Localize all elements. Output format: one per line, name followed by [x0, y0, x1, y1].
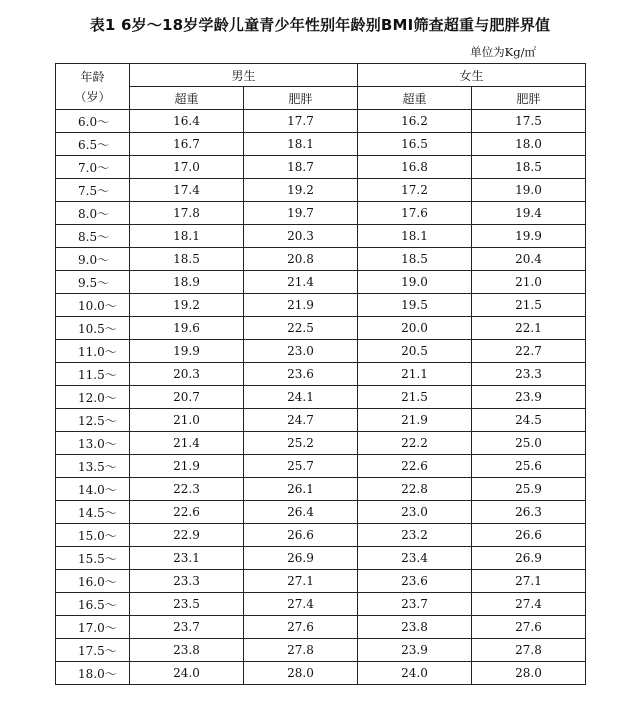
female-obese-cell: 26.3	[472, 501, 586, 524]
female-overweight-cell: 24.0	[358, 662, 472, 685]
male-obese-cell: 19.7	[244, 202, 358, 225]
male-obese-cell: 21.9	[244, 294, 358, 317]
female-overweight-cell: 16.5	[358, 133, 472, 156]
age-cell: 14.5～	[56, 501, 130, 524]
female-obese-cell: 23.3	[472, 363, 586, 386]
male-overweight-cell: 23.3	[130, 570, 244, 593]
table-row	[56, 501, 586, 524]
age-header-line1: 年龄	[80, 69, 105, 84]
female-obese-cell: 25.0	[472, 432, 586, 455]
male-overweight-cell: 23.8	[130, 639, 244, 662]
age-cell: 11.5～	[56, 363, 130, 386]
female-overweight-header: 超重	[358, 87, 472, 110]
female-obese-cell: 27.6	[472, 616, 586, 639]
female-obese-cell: 18.0	[472, 133, 586, 156]
female-overweight-cell: 22.2	[358, 432, 472, 455]
table-row	[56, 455, 586, 478]
male-obese-header: 肥胖	[244, 87, 358, 110]
male-obese-cell: 25.7	[244, 455, 358, 478]
female-obese-header: 肥胖	[472, 87, 586, 110]
table-row	[56, 156, 586, 179]
table-row	[56, 432, 586, 455]
female-obese-cell: 23.9	[472, 386, 586, 409]
female-obese-cell: 19.9	[472, 225, 586, 248]
female-overweight-cell: 23.0	[358, 501, 472, 524]
header-row-group	[56, 64, 586, 87]
male-overweight-cell: 24.0	[130, 662, 244, 685]
male-overweight-cell: 17.8	[130, 202, 244, 225]
female-obese-cell: 22.1	[472, 317, 586, 340]
age-cell: 15.5～	[56, 547, 130, 570]
male-obese-cell: 25.2	[244, 432, 358, 455]
age-cell: 13.0～	[56, 432, 130, 455]
male-overweight-cell: 16.4	[130, 110, 244, 133]
female-obese-cell: 27.8	[472, 639, 586, 662]
male-obese-cell: 18.1	[244, 133, 358, 156]
male-obese-cell: 19.2	[244, 179, 358, 202]
age-cell: 12.0～	[56, 386, 130, 409]
male-overweight-cell: 19.9	[130, 340, 244, 363]
age-cell: 17.0～	[56, 616, 130, 639]
table-row	[56, 317, 586, 340]
male-obese-cell: 23.6	[244, 363, 358, 386]
table-row	[56, 271, 586, 294]
age-column-header	[56, 64, 130, 110]
female-overweight-cell: 23.8	[358, 616, 472, 639]
age-cell: 6.0～	[56, 110, 130, 133]
table-row	[56, 340, 586, 363]
female-obese-cell: 25.9	[472, 478, 586, 501]
table-row	[56, 478, 586, 501]
bmi-table	[55, 63, 586, 685]
male-obese-cell: 26.1	[244, 478, 358, 501]
female-obese-cell: 27.4	[472, 593, 586, 616]
age-cell: 8.0～	[56, 202, 130, 225]
table-title: 表1 6岁～18岁学龄儿童青少年性别年龄别BMI筛查超重与肥胖界值	[89, 16, 551, 34]
male-obese-cell: 27.4	[244, 593, 358, 616]
male-overweight-cell: 23.7	[130, 616, 244, 639]
male-obese-cell: 20.8	[244, 248, 358, 271]
female-obese-cell: 21.0	[472, 271, 586, 294]
male-obese-cell: 27.8	[244, 639, 358, 662]
age-cell: 7.5～	[56, 179, 130, 202]
male-overweight-header: 超重	[130, 87, 244, 110]
age-cell: 16.5～	[56, 593, 130, 616]
female-obese-cell: 22.7	[472, 340, 586, 363]
table-row	[56, 570, 586, 593]
male-obese-cell: 24.1	[244, 386, 358, 409]
table-row	[56, 294, 586, 317]
female-overweight-cell: 23.6	[358, 570, 472, 593]
male-overweight-cell: 22.6	[130, 501, 244, 524]
table-row	[56, 409, 586, 432]
table-row	[56, 662, 586, 685]
male-overweight-cell: 20.3	[130, 363, 244, 386]
male-obese-cell: 28.0	[244, 662, 358, 685]
female-overweight-cell: 21.9	[358, 409, 472, 432]
female-overweight-cell: 20.0	[358, 317, 472, 340]
table-row	[56, 386, 586, 409]
female-overweight-cell: 21.1	[358, 363, 472, 386]
male-overweight-cell: 19.2	[130, 294, 244, 317]
header-row-sub	[56, 87, 586, 110]
age-header-line2: （岁）	[74, 89, 111, 104]
female-obese-cell: 18.5	[472, 156, 586, 179]
male-obese-cell: 18.7	[244, 156, 358, 179]
age-cell: 10.0～	[56, 294, 130, 317]
male-overweight-cell: 21.4	[130, 432, 244, 455]
male-obese-cell: 17.7	[244, 110, 358, 133]
female-overweight-cell: 17.2	[358, 179, 472, 202]
table-body	[56, 110, 586, 685]
table-row	[56, 133, 586, 156]
female-overweight-cell: 19.0	[358, 271, 472, 294]
male-overweight-cell: 22.3	[130, 478, 244, 501]
female-group-header: 女生	[358, 64, 586, 87]
female-overweight-cell: 20.5	[358, 340, 472, 363]
female-obese-cell: 26.6	[472, 524, 586, 547]
female-obese-cell: 20.4	[472, 248, 586, 271]
female-overweight-cell: 23.7	[358, 593, 472, 616]
age-cell: 10.5～	[56, 317, 130, 340]
male-obese-cell: 21.4	[244, 271, 358, 294]
male-obese-cell: 26.9	[244, 547, 358, 570]
male-overweight-cell: 23.1	[130, 547, 244, 570]
male-group-header: 男生	[130, 64, 358, 87]
male-overweight-cell: 18.9	[130, 271, 244, 294]
male-overweight-cell: 21.0	[130, 409, 244, 432]
female-obese-cell: 19.4	[472, 202, 586, 225]
female-obese-cell: 21.5	[472, 294, 586, 317]
female-obese-cell: 17.5	[472, 110, 586, 133]
female-overweight-cell: 21.5	[358, 386, 472, 409]
female-overweight-cell: 22.6	[358, 455, 472, 478]
female-obese-cell: 19.0	[472, 179, 586, 202]
male-overweight-cell: 22.9	[130, 524, 244, 547]
male-overweight-cell: 19.6	[130, 317, 244, 340]
female-overweight-cell: 22.8	[358, 478, 472, 501]
female-overweight-cell: 18.1	[358, 225, 472, 248]
female-obese-cell: 28.0	[472, 662, 586, 685]
male-obese-cell: 27.6	[244, 616, 358, 639]
male-obese-cell: 27.1	[244, 570, 358, 593]
male-overweight-cell: 23.5	[130, 593, 244, 616]
female-overweight-cell: 23.9	[358, 639, 472, 662]
table-row	[56, 179, 586, 202]
male-obese-cell: 24.7	[244, 409, 358, 432]
female-obese-cell: 25.6	[472, 455, 586, 478]
table-row	[56, 363, 586, 386]
female-obese-cell: 26.9	[472, 547, 586, 570]
female-obese-cell: 27.1	[472, 570, 586, 593]
table-row	[56, 248, 586, 271]
male-obese-cell: 22.5	[244, 317, 358, 340]
table-row	[56, 547, 586, 570]
male-obese-cell: 26.4	[244, 501, 358, 524]
table-row	[56, 616, 586, 639]
age-cell: 11.0～	[56, 340, 130, 363]
age-cell: 8.5～	[56, 225, 130, 248]
age-cell: 14.0～	[56, 478, 130, 501]
age-cell: 12.5～	[56, 409, 130, 432]
male-obese-cell: 20.3	[244, 225, 358, 248]
table-row	[56, 524, 586, 547]
table-row	[56, 225, 586, 248]
male-overweight-cell: 18.5	[130, 248, 244, 271]
male-overweight-cell: 20.7	[130, 386, 244, 409]
male-obese-cell: 26.6	[244, 524, 358, 547]
table-row	[56, 593, 586, 616]
female-overweight-cell: 16.8	[358, 156, 472, 179]
table-row	[56, 202, 586, 225]
unit-label: 单位为Kg/㎡	[470, 45, 536, 59]
table-row	[56, 639, 586, 662]
age-cell: 16.0～	[56, 570, 130, 593]
female-overweight-cell: 17.6	[358, 202, 472, 225]
male-overweight-cell: 17.0	[130, 156, 244, 179]
age-cell: 17.5～	[56, 639, 130, 662]
male-overweight-cell: 16.7	[130, 133, 244, 156]
male-overweight-cell: 21.9	[130, 455, 244, 478]
age-cell: 13.5～	[56, 455, 130, 478]
female-overweight-cell: 18.5	[358, 248, 472, 271]
female-overweight-cell: 23.4	[358, 547, 472, 570]
age-cell: 9.5～	[56, 271, 130, 294]
female-overweight-cell: 23.2	[358, 524, 472, 547]
male-overweight-cell: 18.1	[130, 225, 244, 248]
male-obese-cell: 23.0	[244, 340, 358, 363]
female-obese-cell: 24.5	[472, 409, 586, 432]
male-overweight-cell: 17.4	[130, 179, 244, 202]
age-cell: 6.5～	[56, 133, 130, 156]
age-cell: 15.0～	[56, 524, 130, 547]
age-cell: 7.0～	[56, 156, 130, 179]
female-overweight-cell: 19.5	[358, 294, 472, 317]
female-overweight-cell: 16.2	[358, 110, 472, 133]
table-row	[56, 110, 586, 133]
age-cell: 9.0～	[56, 248, 130, 271]
age-cell: 18.0～	[56, 662, 130, 685]
